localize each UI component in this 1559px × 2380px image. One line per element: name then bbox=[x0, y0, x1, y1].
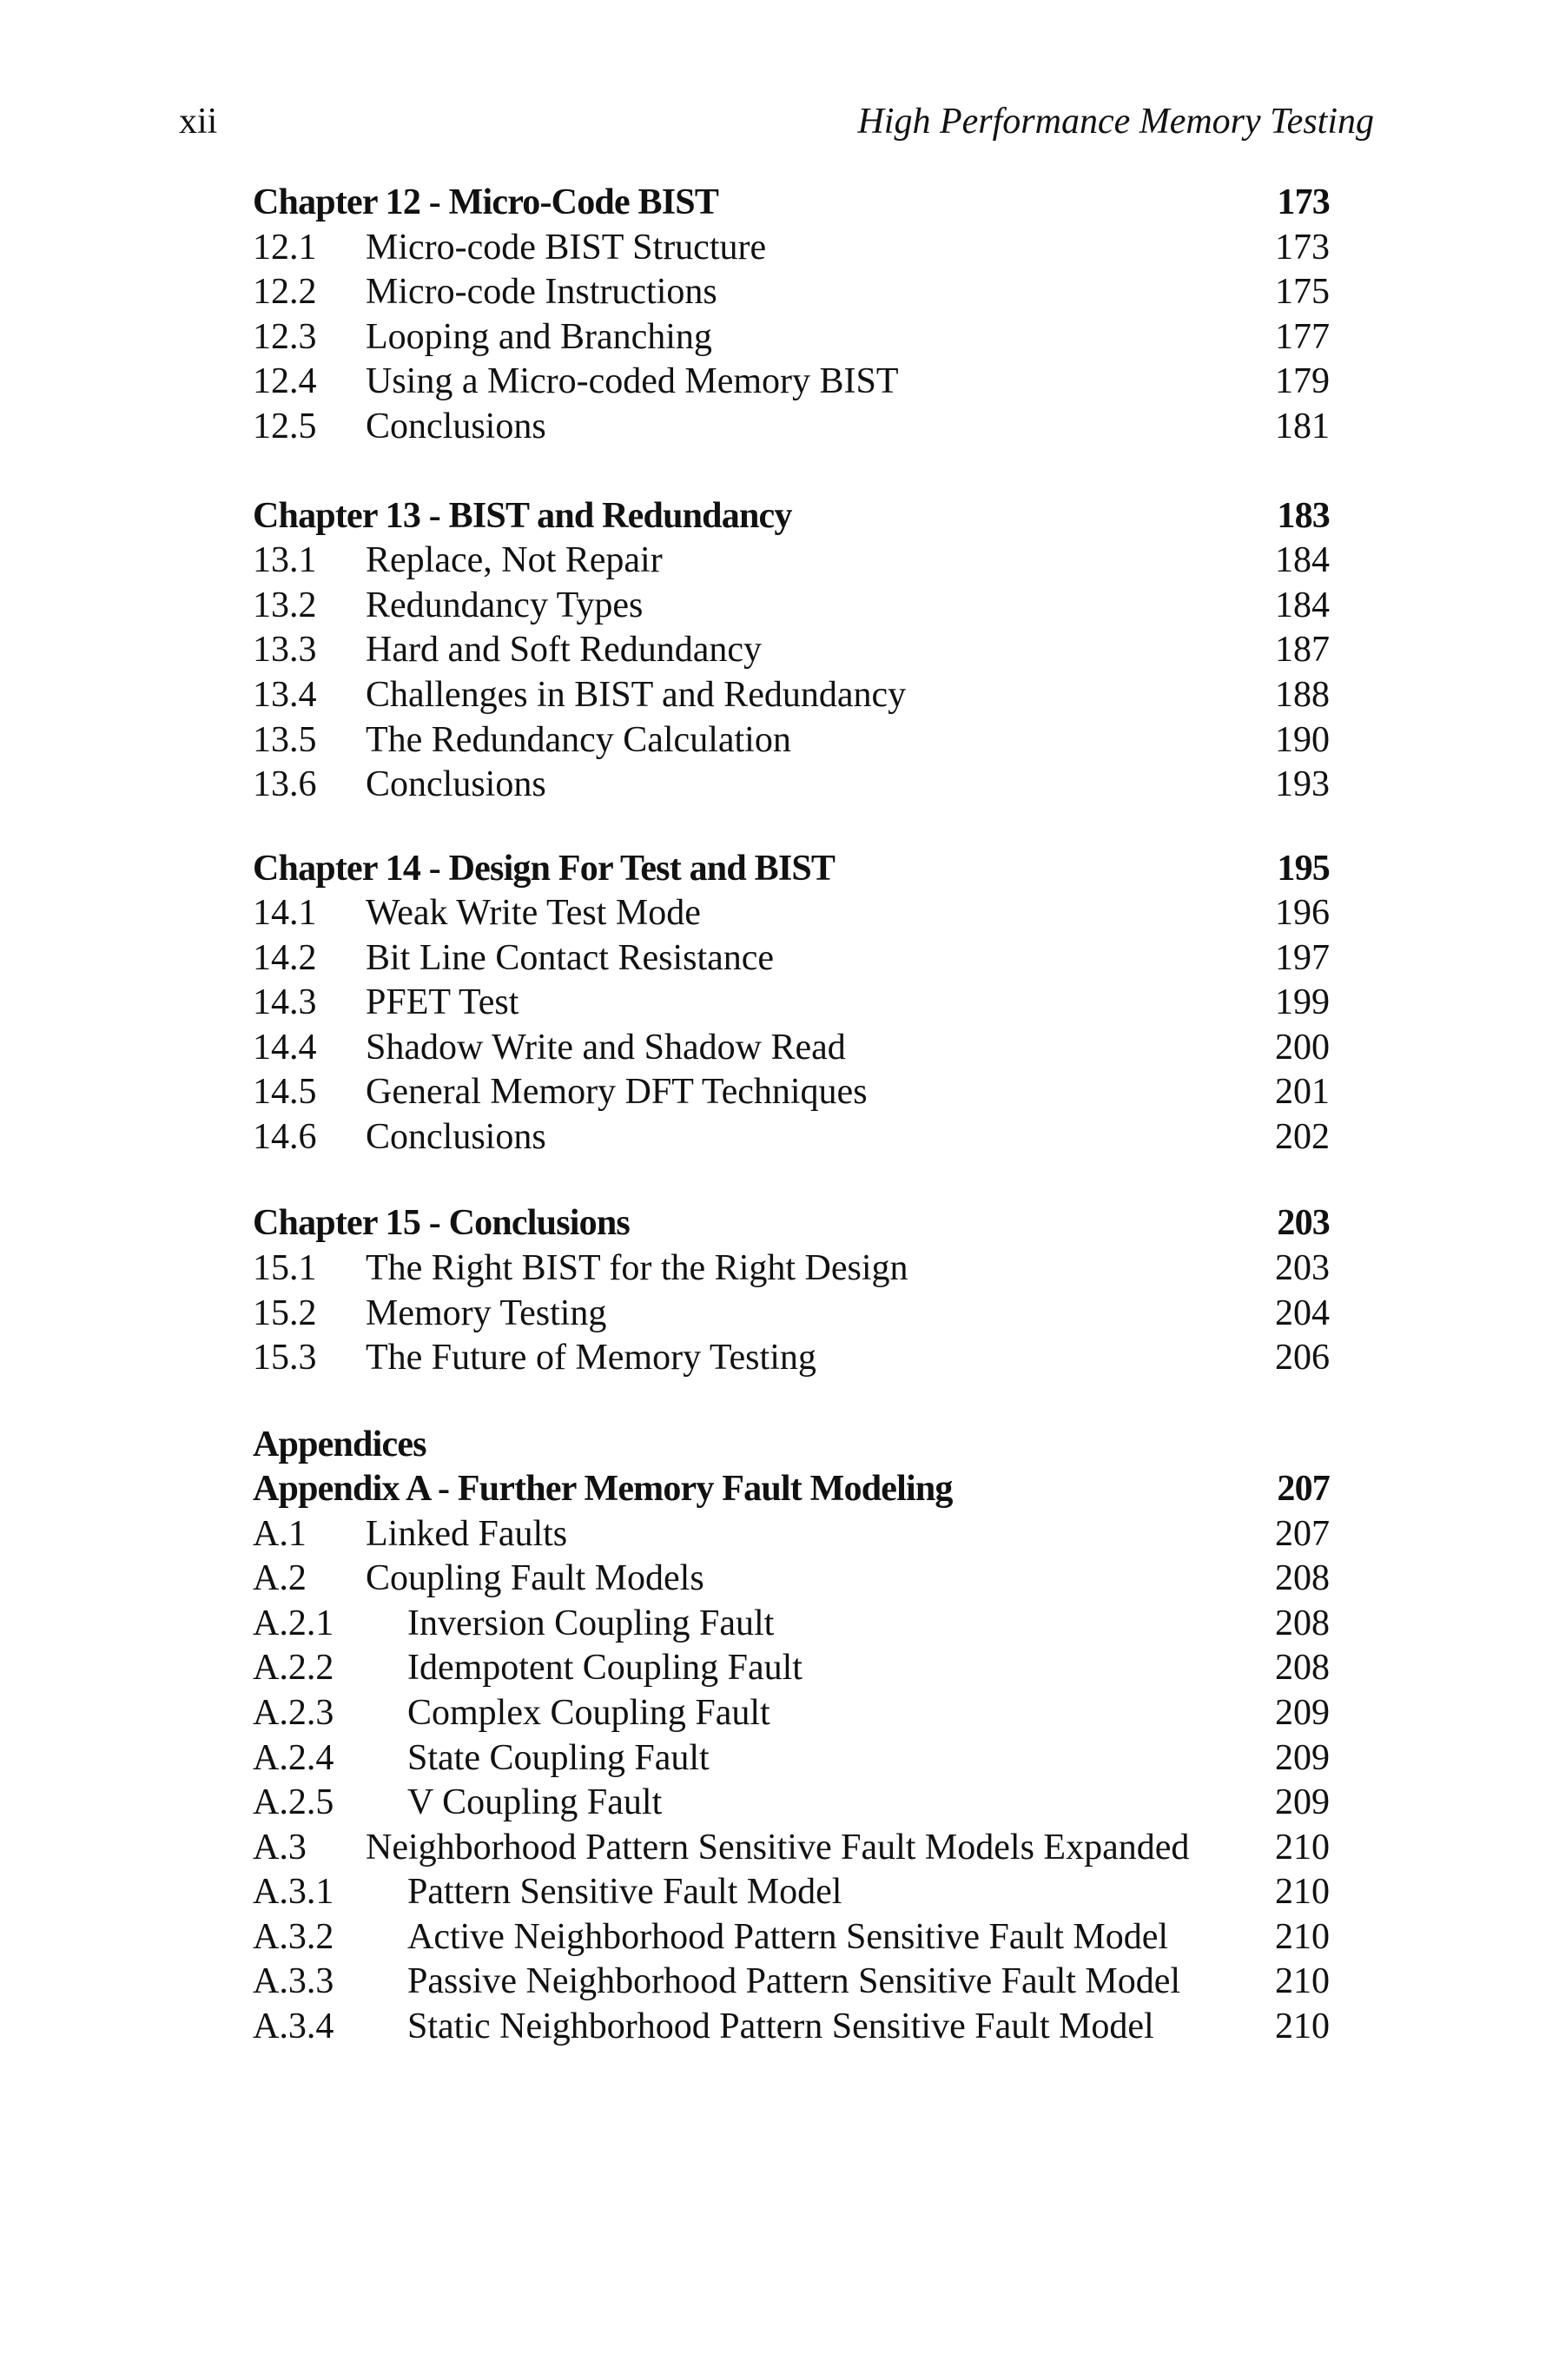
toc-subentry[interactable]: A.2.4 State Coupling Fault 209 bbox=[253, 1737, 1330, 1778]
toc-entry[interactable]: 14.3 PFET Test 199 bbox=[253, 982, 1330, 1023]
toc-subentry[interactable]: A.3.2 Active Neighborhood Pattern Sensitive Fault Model 210 bbox=[253, 1916, 1330, 1957]
toc-subentry[interactable]: A.2.1 Inversion Coupling Fault 208 bbox=[253, 1603, 1330, 1643]
toc-entry[interactable]: 14.4 Shadow Write and Shadow Read 200 bbox=[253, 1027, 1330, 1068]
page-number: xii bbox=[179, 102, 218, 142]
toc-entry[interactable]: 13.6 Conclusions 193 bbox=[253, 764, 1330, 805]
toc-entry[interactable]: A.2 Coupling Fault Models 208 bbox=[253, 1558, 1330, 1599]
toc-subentry[interactable]: A.2.3 Complex Coupling Fault 209 bbox=[253, 1692, 1330, 1733]
toc-entry[interactable]: 13.2 Redundancy Types 184 bbox=[253, 585, 1330, 625]
toc-entry[interactable]: 12.3 Looping and Branching 177 bbox=[253, 316, 1330, 357]
appendices-heading: Appendices bbox=[253, 1424, 426, 1464]
toc-entry[interactable]: 15.3 The Future of Memory Testing 206 bbox=[253, 1338, 1330, 1378]
toc-entry[interactable]: 12.2 Micro-code Instructions 175 bbox=[253, 272, 1330, 313]
toc-entry[interactable]: 12.5 Conclusions 181 bbox=[253, 406, 1330, 446]
book-title: High Performance Memory Testing bbox=[857, 102, 1374, 142]
toc-entry[interactable]: A.1 Linked Faults 207 bbox=[253, 1513, 1330, 1554]
toc-entry[interactable]: 15.1 The Right BIST for the Right Design 203 bbox=[253, 1248, 1330, 1289]
chapter-15-heading[interactable]: Chapter 15 - Conclusions 203 bbox=[253, 1203, 1330, 1244]
toc-entry[interactable]: 12.1 Micro-code BIST Structure 173 bbox=[253, 227, 1330, 268]
toc-entry[interactable]: 14.2 Bit Line Contact Resistance 197 bbox=[253, 937, 1330, 978]
toc-subentry[interactable]: A.3.1 Pattern Sensitive Fault Model 210 bbox=[253, 1872, 1330, 1913]
toc-entry[interactable]: 15.2 Memory Testing 204 bbox=[253, 1292, 1330, 1333]
running-head bbox=[179, 96, 1374, 148]
toc-entry[interactable]: 13.1 Replace, Not Repair 184 bbox=[253, 540, 1330, 581]
chapter-14-heading[interactable]: Chapter 14 - Design For Test and BIST 195 bbox=[253, 848, 1330, 889]
table-of-contents bbox=[253, 181, 1330, 2049]
toc-entry[interactable]: A.3 Neighborhood Pattern Sensitive Fault Models Expanded 210 bbox=[253, 1827, 1330, 1868]
chapter-12-heading[interactable]: Chapter 12 - Micro-Code BIST 173 bbox=[253, 182, 1330, 222]
toc-subentry[interactable]: A.3.3 Passive Neighborhood Pattern Sensitive Fault Model 210 bbox=[253, 1961, 1330, 2002]
chapter-13-heading[interactable]: Chapter 13 - BIST and Redundancy 183 bbox=[253, 495, 1330, 536]
toc-entry[interactable]: 14.6 Conclusions 202 bbox=[253, 1116, 1330, 1157]
toc-entry[interactable]: 13.5 The Redundancy Calculation 190 bbox=[253, 719, 1330, 760]
toc-subentry[interactable]: A.3.4 Static Neighborhood Pattern Sensitive Fault Model 210 bbox=[253, 2006, 1330, 2046]
toc-entry[interactable]: 14.5 General Memory DFT Techniques 201 bbox=[253, 1072, 1330, 1113]
appendix-a-heading[interactable]: Appendix A - Further Memory Fault Modeling 207 bbox=[253, 1469, 1330, 1510]
toc-subentry[interactable]: A.2.5 V Coupling Fault 209 bbox=[253, 1782, 1330, 1823]
toc-subentry[interactable]: A.2.2 Idempotent Coupling Fault 208 bbox=[253, 1648, 1330, 1689]
toc-entry[interactable]: 12.4 Using a Micro-coded Memory BIST 179 bbox=[253, 361, 1330, 402]
toc-entry[interactable]: 14.1 Weak Write Test Mode 196 bbox=[253, 893, 1330, 934]
toc-entry[interactable]: 13.3 Hard and Soft Redundancy 187 bbox=[253, 630, 1330, 671]
toc-entry[interactable]: 13.4 Challenges in BIST and Redundancy 188 bbox=[253, 675, 1330, 716]
